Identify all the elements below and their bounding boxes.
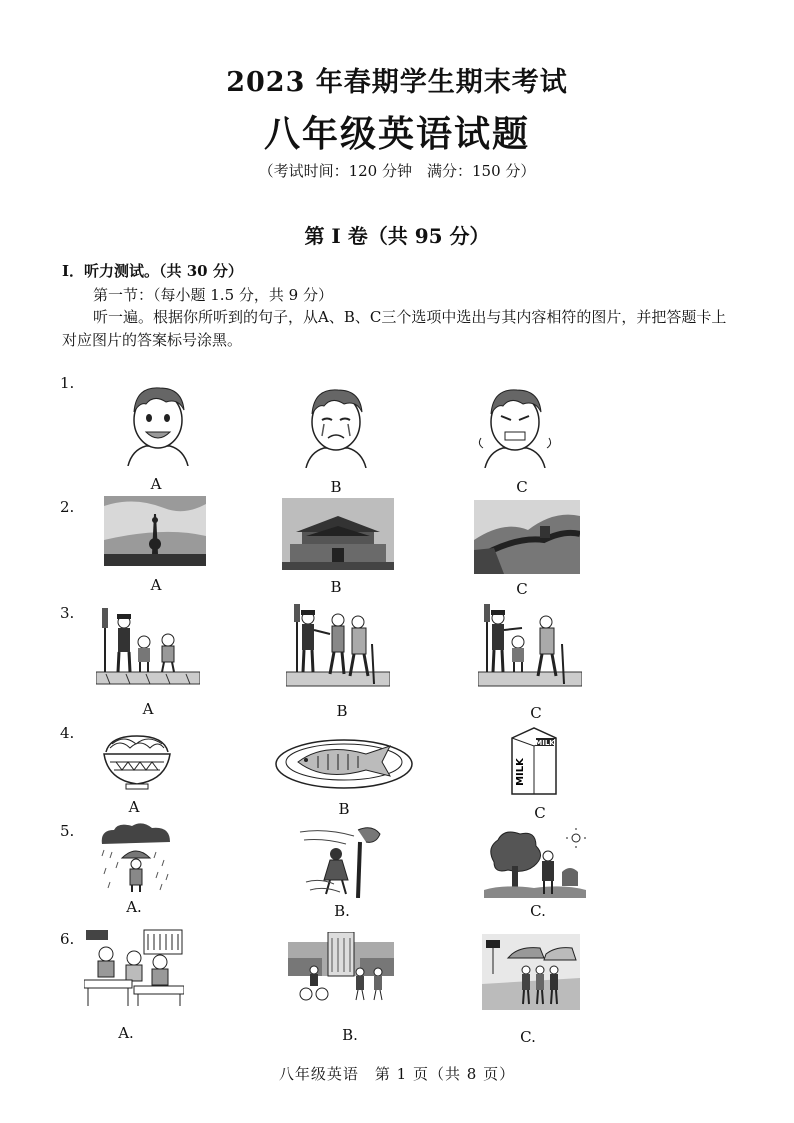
- volume-title: 第 I 卷（共 95 分）: [304, 224, 490, 248]
- tower-photo: [104, 496, 206, 566]
- option-label: C: [516, 478, 528, 496]
- option-label: B: [336, 702, 348, 720]
- section-title: I．听力测试。（共 30 分）: [62, 262, 243, 280]
- subsection-title: 第一节：（每小题 1.5 分，共 9 分）: [93, 286, 333, 304]
- windy-weather-picture: [296, 822, 382, 898]
- option-label: A: [150, 576, 162, 594]
- street-scene-picture: [482, 934, 580, 1010]
- option-label: C: [534, 804, 546, 822]
- sunny-weather-picture: [484, 828, 586, 898]
- exam-title: 2023 年春期学生期末考试: [226, 67, 568, 98]
- question-number: 3.: [60, 604, 75, 622]
- great-wall-photo: [474, 500, 580, 574]
- option-label: C: [516, 580, 528, 598]
- option-label: B: [330, 578, 342, 596]
- tiananmen-photo: [282, 498, 394, 570]
- option-label: B: [330, 478, 342, 496]
- option-label: B.: [342, 1026, 358, 1044]
- rainy-weather-picture: [98, 822, 174, 894]
- option-label: A: [150, 475, 162, 493]
- question-number: 5.: [60, 822, 75, 840]
- question-number: 6.: [60, 930, 75, 948]
- option-label: C.: [530, 902, 546, 920]
- option-label: B.: [334, 902, 350, 920]
- classroom-picture: [84, 928, 184, 1008]
- school-gate-picture: [288, 932, 394, 1004]
- crying-boy-picture: [300, 382, 372, 468]
- option-label: C.: [520, 1028, 536, 1046]
- smiling-boy-picture: [122, 380, 194, 466]
- option-label: A: [142, 700, 154, 718]
- page-footer: 八年级英语 第 1 页（共 8 页）: [278, 1065, 516, 1083]
- milk-label-small: MILK: [535, 739, 555, 747]
- fish-plate-picture: [274, 732, 414, 792]
- question-number: 4.: [60, 724, 75, 742]
- police-child-elderly-picture: [478, 600, 582, 690]
- police-and-elderly-picture: [286, 600, 390, 690]
- question-number: 1.: [60, 374, 75, 392]
- option-label: C: [530, 704, 542, 722]
- subject-title: 八年级英语试题: [263, 113, 530, 155]
- milk-carton-picture: [506, 724, 562, 798]
- instruction-text: 听一遍。根据你所听到的句子，从A、B、C三个选项中选出与其内容相符的图片，并把答题卡上对应图片的答案标号涂黑。: [62, 308, 727, 349]
- noodles-bowl-picture: [100, 730, 174, 792]
- angry-boy-picture: [475, 382, 555, 468]
- question-number: 2.: [60, 498, 75, 516]
- police-and-children-picture: [96, 602, 200, 686]
- exam-meta: （考试时间：120 分钟 满分：150 分）: [258, 162, 536, 180]
- option-label: A.: [126, 898, 142, 916]
- milk-label: MILK: [515, 758, 526, 786]
- option-label: A: [128, 798, 140, 816]
- option-label: B: [338, 800, 350, 818]
- option-label: A.: [118, 1024, 134, 1042]
